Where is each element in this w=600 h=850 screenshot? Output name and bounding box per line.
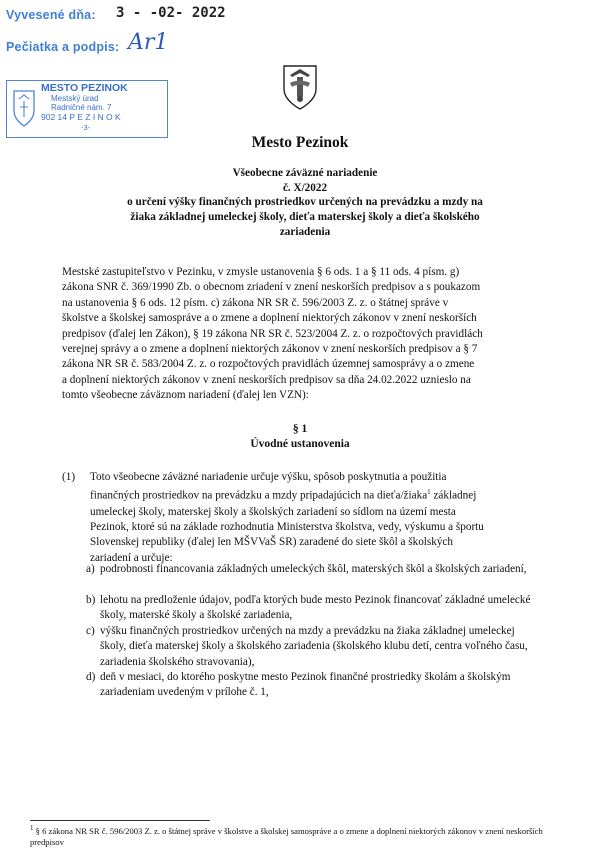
preamble-line: zákona NR SR č. 583/2004 Z. z. o rozpočtových pravidlách územnej samosprávy a o zmene [62,358,475,371]
clause-line: zariadení a určuje: [90,551,173,564]
signature: Ar1 [128,30,169,55]
section-number: § 1 [292,423,308,435]
item-text: výšku finančných prostriedkov určených na mzdy a prevádzku na žiaka základnej umeleckej školy, dieťa materskej školy a školského zariadenia (školského klubu detí, centra voľného času, zariadenia školského stravovania), [100,625,528,668]
item-letter: a) [86,563,95,575]
list-item [86,670,540,701]
item-letter: b) [86,594,96,606]
subject-line-3: zariadenia [279,226,331,238]
clause-number: (1) [62,471,76,483]
subject-line-2: žiaka základnej umeleckej školy, dieťa materskej školy a dieťa školského [130,211,480,223]
footnote-text: § 6 zákona NR SR č. 596/2003 Z. z. o štátnej správe v školstve a školskej samospráve a o zmene a doplnení niektorých zákonov v znení neskorších predpisov [30,825,543,847]
stamp-line-4: 902 14 P E Z I N O K [41,112,121,122]
clause-line-2 [90,485,540,504]
preamble-line: Mestské zastupiteľstvo v Pezinku, v zmysle ustanovenia § 6 ods. 1 a § 11 ods. 4 písm. g) [62,266,460,278]
city-crest-icon [280,63,320,111]
footnote-divider [30,820,210,821]
stamp-line-5: -3- [81,123,91,132]
office-stamp [6,80,168,138]
clause-line-2-tail: základnej [433,490,477,503]
preamble-line: a doplnení niektorých zákonov v znení neskorších predpisov sa dňa 24.02.2022 uznieslo na [62,373,471,386]
preamble-line: tomto všeobecne záväznom nariadení (ďalej len VZN): [62,389,309,402]
doc-type: Všeobecne záväzné nariadenie [232,167,378,179]
footnote-ref: 1 [427,488,431,497]
list-item [86,562,540,577]
posted-label: Vyvesené dňa: [6,8,96,22]
subject-line-1: o určení výšky finančných prostriedkov určených na prevádzku a mzdy na [127,196,483,208]
stamp-crest-icon [11,87,37,129]
item-text: lehotu na predloženie údajov, podľa ktorých bude mesto Pezinok financovať základné umelecké školy, materské školy a školské zariadenia, [100,594,531,622]
preamble-line: zákona SNR č. 369/1990 Zb. o obecnom zriadení v znení neskorších predpisov a s poukazom [62,281,481,294]
preamble-line: verejnej správy a o zmene a doplnení niektorých zákonov v znení neskorších predpisov a § 7 [62,343,478,356]
preamble-line: predpisov (ďalej len Zákon), § 19 zákona NR SR č. 523/2004 Z. z. o rozpočtových pravidlách [62,327,483,340]
doc-number: č. X/2022 [282,182,328,194]
stamp-line-2: Mestský úrad [51,94,99,103]
item-text: podrobnosti financovania základných umeleckých škôl, materských škôl a školských zariadení, [100,563,527,575]
item-text: deň v mesiaci, do ktorého poskytne mesto Pezinok finančné prostriedky školám a školským zariadeniam uvedeným v prílohe č. 1, [100,671,511,699]
item-letter: c) [86,625,95,637]
posted-date: 3 - -02- 2022 [116,5,226,21]
preamble-line: školstve a školskej samospráve a o zmene a doplnení niektorých zákonov v znení neskorších [62,312,477,325]
list-item [86,624,540,670]
seal-label: Pečiatka a podpis: [6,40,120,54]
preamble [62,265,540,404]
item-letter: d) [86,671,96,683]
stamp-line-3: Radničné nám. 7 [51,103,112,112]
preamble-line: na ustanovenia § 6 ods. 12 písm. c) zákona NR SR č. 596/2003 Z. z. o štátnej správe v [62,296,449,309]
footnote [30,823,570,848]
city-title: Mesto Pezinok [251,134,349,151]
clause-line: Toto všeobecne záväzné nariadenie určuje výšku, spôsob poskytnutia a použitia [90,471,447,483]
clause-line-2-text: finančných prostriedkov na prevádzku a mzdy pripadajúcich na dieťa/žiaka [90,490,428,503]
stamp-line-1: MESTO PEZINOK [41,82,128,94]
clause-line: umeleckej školy, materskej školy a školských zariadení so sídlom na území mesta [90,505,456,518]
clause-1-text [90,470,540,566]
clause-line: Slovenskej republiky (ďalej len MŠVVaŠ SR) zaradené do siete škôl a školských [90,536,453,549]
clause-line: Pezinok, ktoré sú na základe rozhodnutia Ministerstva školstva, vedy, výskumu a športu [90,520,484,533]
footnote-number: 1 [30,824,34,832]
section-title: Úvodné ustanovenia [250,438,350,450]
list-item [86,593,540,624]
